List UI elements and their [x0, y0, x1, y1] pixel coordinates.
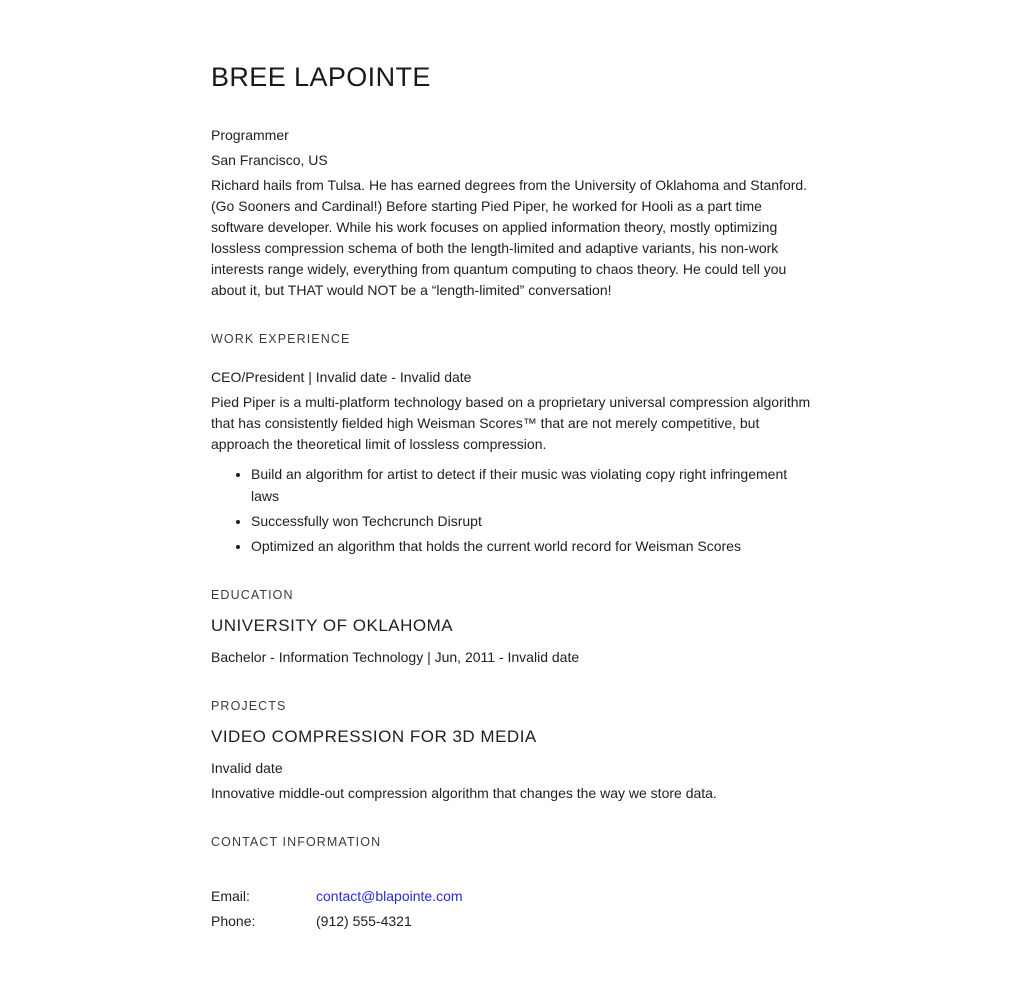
project-date: Invalid date [211, 760, 283, 776]
work-entry-title-line: CEO/President | Invalid date - Invalid date [211, 369, 472, 385]
project-name: VIDEO COMPRESSION FOR 3D MEDIA [211, 727, 537, 746]
summary-paragraph: Richard hails from Tulsa. He has earned degrees from the University of Oklahoma and Stanford. (Go Sooners and Cardinal!) Before starting Pied Piper, he worked for Hooli as a part time software developer. While his work focuses on applied information theory, mostly optimizing lossless compression schema of both the length-limited and adaptive variants, his non-work interests range widely, everything from quantum computing to chaos theory. He could tell you about it, but THAT would NOT be a “length-limited” conversation! [211, 177, 808, 298]
resume-content [211, 60, 812, 936]
section-title-contact: CONTACT INFORMATION [211, 835, 382, 849]
work-highlight-item: • Build an algorithm for artist to detect if their music was violating copy right infringement laws [251, 463, 812, 507]
resume-name: BREE LAPOINTE [211, 62, 431, 92]
phone-value: (912) 555-4321 [316, 913, 412, 929]
section-title-education: EDUCATION [211, 588, 294, 602]
work-highlight-item: • Successfully won Techcrunch Disrupt [251, 510, 812, 532]
section-title-work-experience: WORK EXPERIENCE [211, 332, 351, 346]
education-detail-line: Bachelor - Information Technology | Jun, 2011 - Invalid date [211, 649, 580, 665]
job-title: Programmer [211, 127, 289, 143]
work-highlights-list [211, 463, 812, 557]
email-link[interactable]: contact@blapointe.com [316, 888, 463, 904]
email-label: Email: [211, 888, 250, 904]
contact-rows [211, 886, 812, 932]
section-title-projects: PROJECTS [211, 699, 287, 713]
education-school-name: UNIVERSITY OF OKLAHOMA [211, 616, 454, 635]
contact-row-phone [211, 911, 812, 932]
location: San Francisco, US [211, 152, 328, 168]
phone-label: Phone: [211, 913, 256, 929]
work-highlight-item: • Optimized an algorithm that holds the current world record for Weisman Scores [251, 535, 812, 557]
work-entry-description: Pied Piper is a multi-platform technology based on a proprietary universal compression algorithm that has consistently fielded high Weisman Scores™ that are not merely competitive, but approach the theoretical limit of lossless compression. [211, 394, 811, 452]
contact-row-email [211, 886, 812, 907]
project-description: Innovative middle-out compression algorithm that changes the way we store data. [211, 785, 717, 801]
